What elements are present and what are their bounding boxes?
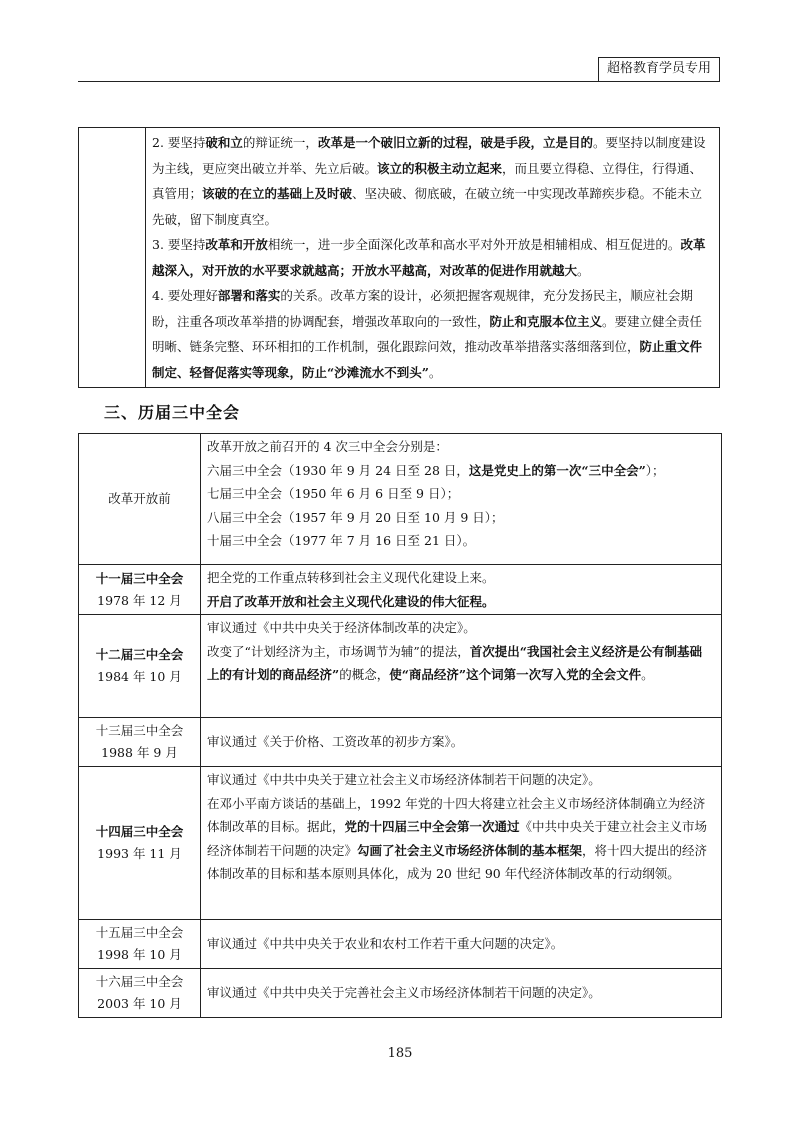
text-run: 。: [428, 364, 442, 380]
text-run: ）；: [645, 462, 665, 478]
plenum-period-cell: [79, 767, 201, 920]
text-run: 改革开放之前召开的 4 次三中全会分别是：: [207, 439, 448, 454]
text-run: 。要坚持以制度建设为主线，更应突出破立并举、先立后破。: [152, 135, 706, 176]
text-run: 审议通过《中共中央关于完善社会主义市场经济体制若干问题的决定》。: [207, 985, 601, 1001]
table-row: [79, 615, 722, 718]
bold-text-run: 部署和落实: [217, 288, 281, 303]
plenum-name: 十六届三中全会: [95, 974, 184, 989]
bold-text-run: 破和立: [205, 135, 243, 150]
bold-text-run: 改革越深入，对开放的水平要求就越高；开放水平越高，对改革的促进作用就越大: [152, 237, 706, 278]
table-row: [79, 434, 722, 565]
plenum-name: 改革开放前: [108, 491, 171, 506]
bold-text-run: 该破的在立的基础上及时破: [202, 186, 353, 201]
text-run: 审议通过《中共中央关于经济体制改革的决定》。: [207, 620, 476, 635]
bold-text-run: 该立的积极主动立起来: [377, 160, 503, 176]
bold-text-run: 勾画了社会主义市场经济体制的基本框架: [357, 842, 583, 858]
table-row: [79, 969, 722, 1018]
plenum-description-cell: [201, 718, 722, 767]
header-rule: [78, 81, 720, 82]
text-run: 。: [641, 667, 654, 682]
table-row: [79, 920, 722, 969]
bold-text-run: 开启了改革开放和社会主义现代化建设的伟大征程。: [207, 593, 495, 609]
plenum-date: 1998 年 10 月: [97, 947, 182, 962]
brand-label: 超格教育学员专用: [598, 57, 720, 82]
text-run: 在邓小平南方谈话的基础上，1992 年党的十四大将建立社会主义市场经济体制确立为经济体制改革的目标。据此，: [207, 795, 706, 834]
table-row: [79, 128, 720, 388]
text-run: 审议通过《中共中央关于建立社会主义市场经济体制若干问题的决定》。: [207, 772, 601, 787]
text-run: 的关系。改革方案的设计，必须把握客观规律，充分发扬民主，顺应社会期盼，注重各项改革举措的协调配套，增强改革取向的一致性，: [152, 288, 693, 329]
principles-cell: [146, 128, 720, 388]
principle-paragraph: [152, 130, 711, 232]
text-run: 的辩证统一，: [242, 135, 318, 150]
plenum-period-cell: [79, 615, 201, 718]
plenum-name: 十五届三中全会: [95, 925, 184, 940]
description-line: [207, 590, 713, 614]
bold-text-run: 使“商品经济”这个词第一次写入党的全会文件: [389, 667, 642, 682]
bold-text-run: 首次提出“我国社会主义经济是公有制基础上的有计划的商品经济”: [207, 643, 702, 682]
text-run: 审议通过《关于价格、工资改革的初步方案》。: [207, 734, 464, 750]
bold-text-run: 党的十四届三中全会第一次通过: [344, 819, 520, 834]
text-run: 4. 要处理好: [152, 288, 218, 303]
bold-text-run: 改革和开放: [205, 237, 268, 252]
text-run: 改变了“计划经济为主，市场调节为辅”的提法，: [207, 643, 470, 659]
text-run: 2. 要坚持: [152, 135, 206, 150]
principle-paragraph: [152, 232, 711, 283]
text-run: 八届三中全会（1957 年 9 月 20 日至 10 月 9 日）；: [207, 509, 504, 525]
table-row: [79, 565, 722, 615]
plenum-description-cell: [201, 767, 722, 920]
plenum-name: 十三届三中全会: [95, 723, 184, 738]
plenum-period-cell: [79, 969, 201, 1018]
plenum-description-cell: [201, 434, 722, 565]
description-line: [207, 932, 713, 956]
plenum-description-cell: [201, 565, 722, 615]
description-line: [207, 792, 713, 886]
description-line: [207, 730, 713, 754]
empty-cell: [79, 128, 146, 388]
text-run: ，而且要立得稳、立得住，行得通、真管用；: [152, 160, 703, 201]
description-line: [207, 482, 713, 506]
plenum-description-cell: [201, 920, 722, 969]
text-run: 十届三中全会（1977 年 7 月 16 日至 21 日）。: [207, 533, 476, 548]
description-line: [207, 981, 713, 1005]
text-run: 《中共中央关于建立社会主义市场经济体制若干问题的决定》: [207, 819, 708, 858]
plenum-name: 十四届三中全会: [95, 824, 184, 839]
principle-paragraph: [152, 283, 711, 385]
text-run: 的概念，: [339, 667, 390, 682]
description-line: [207, 435, 713, 459]
bold-text-run: 这是党史上的第一次“三中全会”: [468, 462, 646, 478]
plenum-date: 1993 年 11 月: [97, 846, 182, 861]
description-line: [207, 616, 713, 640]
text-run: 。要建立健全责任明晰、链条完整、环环相扣的工作机制，强化跟踪问效，推动改革举措落实落细落到位，: [152, 313, 703, 354]
plenum-date: 1978 年 12 月: [97, 592, 182, 608]
plenum-date: 2003 年 10 月: [97, 996, 182, 1011]
text-run: 、坚决破、彻底破，在破立统一中实现改革蹄疾步稳。不能未立先破，留下制度真空。: [152, 186, 703, 227]
plenum-description-cell: [201, 615, 722, 718]
description-line: [207, 640, 713, 687]
description-line: [207, 459, 713, 483]
table-row: [79, 718, 722, 767]
plenum-date: 1984 年 10 月: [97, 669, 182, 684]
plenum-name: 十一届三中全会: [95, 570, 184, 586]
plenum-period-cell: [79, 434, 201, 565]
text-run: 把全党的工作重点转移到社会主义现代化建设上来。: [207, 570, 495, 585]
table-row: [79, 767, 722, 920]
text-run: 。: [577, 262, 590, 278]
plenum-date: 1988 年 9 月: [101, 745, 178, 760]
description-line: [207, 768, 713, 792]
bold-text-run: 改革是一个破旧立新的过程，破是手段，立是目的: [317, 135, 593, 150]
text-run: 审议通过《中共中央关于农业和农村工作若干重大问题的决定》。: [207, 936, 564, 952]
text-run: 3. 要坚持: [152, 237, 206, 252]
description-line: [207, 506, 713, 530]
section-title: 三、历届三中全会: [104, 403, 241, 422]
description-line: [207, 566, 713, 590]
text-run: 七届三中全会（1950 年 6 月 6 日至 9 日）；: [207, 486, 460, 501]
description-line: [207, 529, 713, 553]
text-run: 相统一，进一步全面深化改革和高水平对外开放是相辅相成、相互促进的。: [267, 237, 681, 252]
bold-text-run: 防止和克服本位主义: [489, 313, 603, 329]
plenum-period-cell: [79, 920, 201, 969]
plenum-period-cell: [79, 718, 201, 767]
page-number: 185: [387, 1046, 413, 1061]
plenum-description-cell: [201, 969, 722, 1018]
plenum-name: 十二届三中全会: [95, 647, 184, 662]
plenum-period-cell: [79, 565, 201, 615]
text-run: ，将十四大提出的经济体制改革的目标和基本原则具体化，成为 20 世纪 90 年代经济体制改革的行动纲领。: [207, 842, 708, 881]
plenum-history-table: [78, 433, 722, 1018]
text-run: 六届三中全会（1930 年 9 月 24 日至 28 日，: [207, 462, 469, 478]
reform-principles-table: [78, 127, 720, 388]
bold-text-run: 防止重文件制定、轻督促落实等现象，防止“沙滩流水不到头”: [152, 339, 703, 380]
